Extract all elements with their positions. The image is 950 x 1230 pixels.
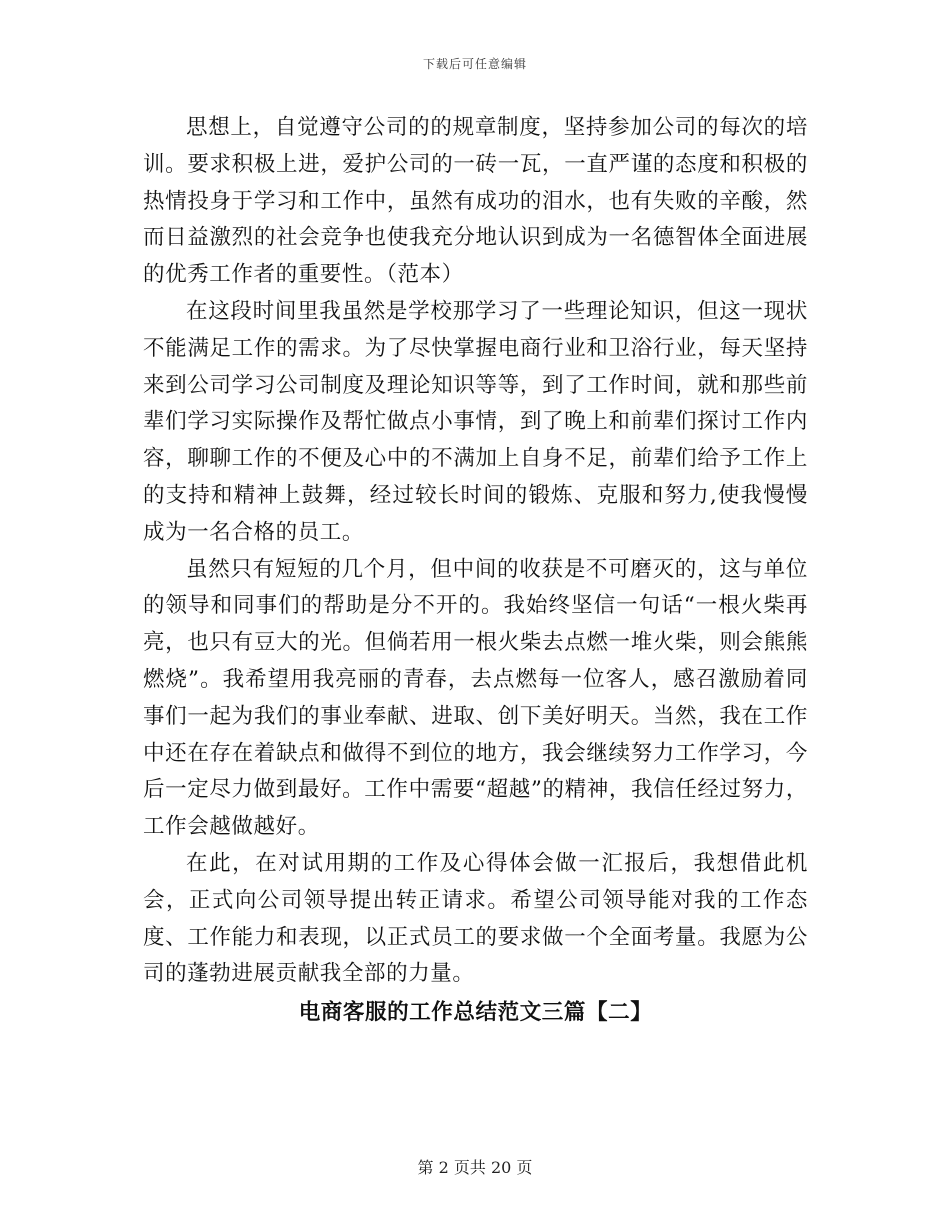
page-header: 下载后可任意编辑 [422,57,527,71]
body-paragraph-2: 在这段时间里我虽然是学校那学习了一些理论知识，但这一现状不能满足工作的需求。为了尽快掌握电商行业和卫浴行业，每天坚持来到公司学习公司制度及理论知识等等，到了工作时间，就和那些前辈们学习实际操作及帮忙做点小事情，到了晚上和前辈们探讨工作内容，聊聊工作的不便及心中的不满加上自身不足，前辈们给予工作上的支持和精神上鼓舞，经过较长时间的锻炼、克服和努力,使我慢慢成为一名合格的员工。 [143,298,808,545]
page-number-footer: 第 2 页共 20 页 [417,1158,533,1177]
document-body [143,110,808,1032]
body-paragraph-1: 思想上，自觉遵守公司的的规章制度，坚持参加公司的每次的培训。要求积极上进，爱护公司的一砖一瓦，一直严谨的态度和积极的热情投身于学习和工作中，虽然有成功的泪水，也有失败的辛酸，然而日益激烈的社会竞争也使我充分地认识到成为一名德智体全面进展的优秀工作者的重要性。（范本） [143,115,808,288]
section-title: 电商客服的工作总结范文三篇【二】 [298,1000,653,1026]
body-paragraph-3: 虽然只有短短的几个月，但中间的收获是不可磨灭的，这与单位的领导和同事们的帮助是分不开的。我始终坚信一句话“一根火柴再亮，也只有豆大的光。但倘若用一根火柴去点燃一堆火柴，则会熊熊燃烧”。我希望用我亮丽的青春，去点燃每一位客人，感召激励着同事们一起为我们的事业奉献、进取、创下美好明天。当然，我在工作中还在存在着缺点和做得不到位的地方，我会继续努力工作学习，今后一定尽力做到最好。工作中需要“超越”的精神，我信任经过努力，工作会越做越好。 [143,556,808,840]
body-paragraph-4: 在此，在对试用期的工作及心得体会做一汇报后，我想借此机会，正式向公司领导提出转正请求。希望公司领导能对我的工作态度、工作能力和表现，以正式员工的要求做一个全面考量。我愿为公司的蓬勃进展贡献我全部的力量。 [143,850,808,987]
